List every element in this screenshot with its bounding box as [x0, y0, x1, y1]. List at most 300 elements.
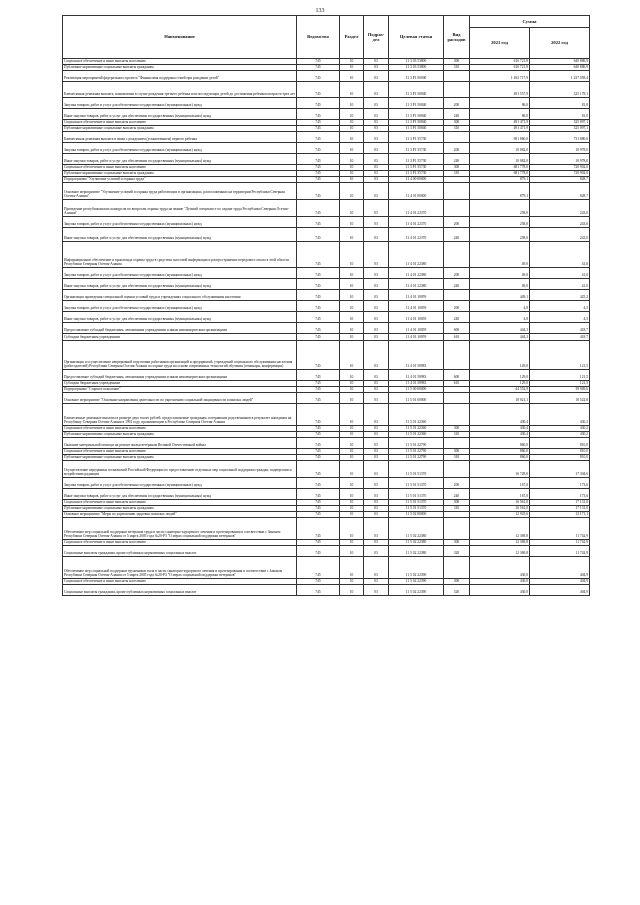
- row-vr-cell: 300: [444, 500, 470, 506]
- row-2021-cell: 491 557,9: [470, 82, 530, 98]
- row-2021-cell: 258,0: [470, 217, 530, 228]
- row-cs-cell: 11 5 02 22380: [389, 540, 444, 546]
- row-vr-cell: [444, 557, 470, 579]
- row-podrazdel-cell: 03: [364, 109, 389, 120]
- table-row: [63, 478, 590, 489]
- table-row: [63, 341, 590, 370]
- row-cs-cell: 11 4 01 58983: [389, 370, 444, 381]
- row-2022-cell: 640 886,9: [530, 65, 590, 71]
- row-2021-cell: 430,4: [470, 432, 530, 438]
- row-podrazdel-cell: 03: [364, 478, 389, 489]
- row-podrazdel-cell: 03: [364, 546, 389, 557]
- row-razdel-cell: 10: [340, 455, 364, 461]
- row-cs-cell: 11 4 01 22370: [389, 217, 444, 228]
- table-row: [63, 183, 590, 200]
- row-2022-cell: 425,2: [530, 290, 590, 301]
- row-ved-cell: 745: [297, 126, 340, 132]
- row-podrazdel-cell: 03: [364, 171, 389, 177]
- row-cs-cell: 11 3 P1 55730: [389, 165, 444, 171]
- row-name-cell: Социальное обеспечение и иные выплаты населению: [63, 579, 297, 585]
- row-podrazdel-cell: 03: [364, 312, 389, 323]
- row-name-cell: Организация проведения специальной оценки условий труда в учреждениях социального обслуживания населения: [63, 290, 297, 301]
- row-razdel-cell: 10: [340, 268, 364, 279]
- row-cs-cell: 11 5 01 22360: [389, 432, 444, 438]
- row-2022-cell: 828,7: [530, 177, 590, 183]
- row-name-cell: Субсидии бюджетным учреждениям: [63, 334, 297, 341]
- row-name-cell: Публичные нормативные социальные выплаты гражданам: [63, 506, 297, 512]
- row-name-cell: Осуществление переданных полномочий Российской Федерации по предоставлению отдельных мер социальной поддержки граждан, подвергшихся воздействию радиации: [63, 461, 297, 478]
- row-vr-cell: 200: [444, 143, 470, 154]
- row-cs-cell: 11 5 02 22390: [389, 579, 444, 585]
- row-razdel-cell: 10: [340, 301, 364, 312]
- row-name-cell: Закупка товаров, работ и услуг для обеспечения государственных (муниципальных) нужд: [63, 217, 297, 228]
- row-name-cell: Ежемесячные денежные выплаты в размере двух тысяч рублей, предоставляемые гражданам, потерявшим родственников в результате нападения на Республику Северная Осетия-Алания в 1992 году, проживающим в Республике Северная Осетия-Алания: [63, 404, 297, 426]
- row-2022-cell: 11 742,9: [530, 546, 590, 557]
- row-2021-cell: 167,0: [470, 489, 530, 500]
- row-2022-cell: 243,0: [530, 217, 590, 228]
- row-vr-cell: [444, 461, 470, 478]
- row-name-cell: Закупка товаров, работ и услуг для обеспечения государственных (муниципальных) нужд: [63, 301, 297, 312]
- row-vr-cell: 300: [444, 59, 470, 65]
- row-2021-cell: 430,4: [470, 404, 530, 426]
- row-razdel-cell: 10: [340, 82, 364, 98]
- row-2021-cell: 444,3: [470, 334, 530, 341]
- row-2021-cell: 430,0: [470, 557, 530, 579]
- col-summa-header: Сумма: [470, 16, 590, 28]
- row-2021-cell: 430,4: [470, 426, 530, 432]
- row-2022-cell: 810,0: [530, 438, 590, 449]
- row-2022-cell: 418,7: [530, 334, 590, 341]
- row-vr-cell: 240: [444, 489, 470, 500]
- row-2021-cell: 49,0: [470, 268, 530, 279]
- row-cs-cell: 11 5 01 22360: [389, 404, 444, 426]
- row-2021-cell: 491 471,9: [470, 126, 530, 132]
- row-podrazdel-cell: 03: [364, 279, 389, 290]
- row-2022-cell: 430,2: [530, 426, 590, 432]
- row-2021-cell: 16 728,0: [470, 461, 530, 478]
- table-row: [63, 404, 590, 426]
- row-name-cell: Подпрограмма "Улучшение условий и охраны труда": [63, 177, 297, 183]
- row-cs-cell: 11 3 P1 50840: [389, 82, 444, 98]
- row-cs-cell: 11 5 01 51370: [389, 478, 444, 489]
- row-2021-cell: 167,0: [470, 478, 530, 489]
- row-vr-cell: [444, 200, 470, 217]
- row-vr-cell: 240: [444, 312, 470, 323]
- row-cs-cell: 11 5 02 00000: [389, 512, 444, 518]
- row-2021-cell: 129,0: [470, 370, 530, 381]
- row-ved-cell: 745: [297, 323, 340, 334]
- row-name-cell: Публичные нормативные социальные выплаты гражданам: [63, 126, 297, 132]
- table-row: [63, 98, 590, 109]
- row-podrazdel-cell: 03: [364, 432, 389, 438]
- row-name-cell: Публичные нормативные социальные выплаты гражданам: [63, 432, 297, 438]
- row-vr-cell: 240: [444, 109, 470, 120]
- row-vr-cell: 300: [444, 449, 470, 455]
- row-2021-cell: 430,0: [470, 579, 530, 585]
- row-cs-cell: 11 3 P1 50840: [389, 98, 444, 109]
- row-ved-cell: 745: [297, 200, 340, 217]
- table-row: [63, 143, 590, 154]
- row-name-cell: Закупка товаров, работ и услуг для обеспечения государственных (муниципальных) нужд: [63, 143, 297, 154]
- row-podrazdel-cell: 03: [364, 120, 389, 126]
- row-ved-cell: 745: [297, 461, 340, 478]
- row-razdel-cell: 10: [340, 393, 364, 404]
- row-2022-cell: 11 742,9: [530, 540, 590, 546]
- row-razdel-cell: 10: [340, 518, 364, 540]
- row-cs-cell: 11 3 03 53800: [389, 65, 444, 71]
- row-2022-cell: 404,9: [530, 585, 590, 596]
- row-ved-cell: 745: [297, 426, 340, 432]
- row-2021-cell: 430,0: [470, 585, 530, 596]
- col-razdel-header: Раздел: [340, 16, 364, 59]
- row-2021-cell: 86,0: [470, 98, 530, 109]
- row-2021-cell: 616 721,8: [470, 65, 530, 71]
- row-2022-cell: 325 097,1: [530, 120, 590, 126]
- row-podrazdel-cell: 03: [364, 334, 389, 341]
- row-podrazdel-cell: 03: [364, 71, 389, 82]
- row-2021-cell: 444,3: [470, 323, 530, 334]
- row-cs-cell: 11 4 01 10059: [389, 323, 444, 334]
- table-row: [63, 279, 590, 290]
- row-2021-cell: 12 369,8: [470, 518, 530, 540]
- page-number: 133: [315, 8, 325, 14]
- row-podrazdel-cell: 03: [364, 489, 389, 500]
- row-name-cell: Публичные нормативные социальные выплаты гражданам: [63, 65, 297, 71]
- row-2022-cell: 121,5: [530, 370, 590, 381]
- row-name-cell: Субсидии бюджетным учреждениям: [63, 381, 297, 387]
- row-name-cell: Социальные выплаты гражданам, кроме публичных нормативных социальных выплат: [63, 546, 297, 557]
- row-podrazdel-cell: 03: [364, 59, 389, 65]
- row-vr-cell: 300: [444, 540, 470, 546]
- row-vr-cell: [444, 404, 470, 426]
- row-2022-cell: 418,7: [530, 323, 590, 334]
- row-cs-cell: 11 3 P1 55730: [389, 154, 444, 165]
- row-cs-cell: 11 5 01 51370: [389, 461, 444, 478]
- row-podrazdel-cell: 03: [364, 165, 389, 171]
- row-2022-cell: 12 171,1: [530, 512, 590, 518]
- row-name-cell: Обеспечение мер социальной поддержки ветеранов труда в части санаторно-курортного лечения и протезирования в соответствии с Законом Республики Северная Осетия-Алания от 5 марта 2005 года №20-РЗ "О мерах социальной поддержки ветеранов": [63, 518, 297, 540]
- row-ved-cell: 745: [297, 334, 340, 341]
- row-ved-cell: 745: [297, 98, 340, 109]
- row-podrazdel-cell: 03: [364, 500, 389, 506]
- row-2021-cell: 86,0: [470, 109, 530, 120]
- row-2021-cell: 860,0: [470, 438, 530, 449]
- row-ved-cell: 745: [297, 165, 340, 171]
- row-name-cell: Социальное обеспечение и иные выплаты населению: [63, 120, 297, 126]
- row-vr-cell: [444, 438, 470, 449]
- row-vr-cell: [444, 393, 470, 404]
- row-razdel-cell: 10: [340, 98, 364, 109]
- row-ved-cell: 745: [297, 438, 340, 449]
- row-name-cell: Организация и осуществление непрерывной подготовки работников организаций и предприятий, учреждений социального обслуживания населения (работодателей) Республики Северная Осетия-Алания по охране труда на основе современных технологий обучения (семинары, конференции): [63, 341, 297, 370]
- row-podrazdel-cell: 03: [364, 154, 389, 165]
- row-ved-cell: 745: [297, 217, 340, 228]
- row-podrazdel-cell: 03: [364, 228, 389, 242]
- row-name-cell: Закупка товаров, работ и услуг для обеспечения государственных (муниципальных) нужд: [63, 268, 297, 279]
- row-2021-cell: 49,0: [470, 242, 530, 268]
- row-razdel-cell: 10: [340, 438, 364, 449]
- row-2022-cell: 4,5: [530, 312, 590, 323]
- row-podrazdel-cell: 03: [364, 82, 389, 98]
- row-ved-cell: 745: [297, 143, 340, 154]
- row-ved-cell: 745: [297, 432, 340, 438]
- row-2021-cell: 10 082,0: [470, 143, 530, 154]
- row-vr-cell: 300: [444, 165, 470, 171]
- row-razdel-cell: 10: [340, 449, 364, 455]
- row-2022-cell: 404,9: [530, 557, 590, 579]
- row-podrazdel-cell: 03: [364, 506, 389, 512]
- row-razdel-cell: 10: [340, 312, 364, 323]
- table-row: [63, 301, 590, 312]
- row-cs-cell: 11 5 02 22390: [389, 585, 444, 596]
- row-2022-cell: 243,0: [530, 200, 590, 217]
- row-2021-cell: 49,0: [470, 279, 530, 290]
- row-cs-cell: 11 3 P1 00000: [389, 71, 444, 82]
- row-ved-cell: 745: [297, 109, 340, 120]
- row-vr-cell: 200: [444, 98, 470, 109]
- row-ved-cell: 745: [297, 500, 340, 506]
- row-2021-cell: 1 182 717,9: [470, 71, 530, 82]
- row-cs-cell: 11 4 00 00000: [389, 177, 444, 183]
- row-razdel-cell: 10: [340, 461, 364, 478]
- row-cs-cell: 11 5 01 51370: [389, 500, 444, 506]
- row-vr-cell: 310: [444, 65, 470, 71]
- row-ved-cell: 745: [297, 301, 340, 312]
- row-cs-cell: 11 5 01 22790: [389, 438, 444, 449]
- row-podrazdel-cell: 03: [364, 98, 389, 109]
- row-ved-cell: 745: [297, 341, 340, 370]
- row-2022-cell: 17 131,0: [530, 500, 590, 506]
- row-name-cell: Иные закупки товаров, работ и услуг для обеспечения государственных (муниципальных) нужд: [63, 228, 297, 242]
- row-razdel-cell: 10: [340, 290, 364, 301]
- row-2021-cell: 681 778,0: [470, 171, 530, 177]
- row-ved-cell: 745: [297, 455, 340, 461]
- row-vr-cell: 610: [444, 334, 470, 341]
- row-2021-cell: 879,1: [470, 177, 530, 183]
- row-podrazdel-cell: 03: [364, 461, 389, 478]
- row-2022-cell: 243,0: [530, 228, 590, 242]
- row-razdel-cell: 10: [340, 585, 364, 596]
- row-cs-cell: 11 4 01 10059: [389, 334, 444, 341]
- row-podrazdel-cell: 03: [364, 512, 389, 518]
- col-2021-header: 2021 год: [470, 28, 530, 59]
- row-podrazdel-cell: 03: [364, 585, 389, 596]
- row-ved-cell: 745: [297, 370, 340, 381]
- row-name-cell: Закупка товаров, работ и услуг для обеспечения государственных (муниципальных) нужд: [63, 478, 297, 489]
- row-cs-cell: 11 5 01 00000: [389, 393, 444, 404]
- table-row: [63, 154, 590, 165]
- row-2021-cell: 44 552,9: [470, 387, 530, 393]
- col-ved-header: Ведомство: [297, 16, 340, 59]
- row-vr-cell: 200: [444, 478, 470, 489]
- table-header: [63, 16, 590, 59]
- col-2022-header: 2022 год: [530, 28, 590, 59]
- row-ved-cell: 745: [297, 312, 340, 323]
- row-2022-cell: 81,0: [530, 98, 590, 109]
- row-name-cell: Реализация мероприятий федерального проекта "Финансовая поддержка семей при рождении детей": [63, 71, 297, 82]
- row-cs-cell: 11 4 01 00000: [389, 183, 444, 200]
- table-row: [63, 334, 590, 341]
- row-razdel-cell: 10: [340, 120, 364, 126]
- row-ved-cell: 745: [297, 65, 340, 71]
- row-vr-cell: 310: [444, 506, 470, 512]
- table-row: [63, 393, 590, 404]
- row-cs-cell: 11 3 P1 50840: [389, 126, 444, 132]
- row-2022-cell: 430,2: [530, 404, 590, 426]
- row-ved-cell: 745: [297, 585, 340, 596]
- row-podrazdel-cell: 03: [364, 404, 389, 426]
- row-cs-cell: 11 3 P1 55730: [389, 171, 444, 177]
- row-name-cell: Ежемесячная денежная выплата в связи с рождением (усыновлением) первого ребенка: [63, 132, 297, 143]
- row-2022-cell: 720 902,0: [530, 165, 590, 171]
- row-podrazdel-cell: 03: [364, 579, 389, 585]
- row-2022-cell: 828,7: [530, 183, 590, 200]
- row-name-cell: Публичные нормативные социальные выплаты гражданам: [63, 455, 297, 461]
- row-razdel-cell: 10: [340, 65, 364, 71]
- row-vr-cell: 300: [444, 426, 470, 432]
- row-cs-cell: 11 3 P1 55730: [389, 132, 444, 143]
- row-2022-cell: 404,9: [530, 579, 590, 585]
- row-name-cell: Проведение республиканских конкурсов по вопросам охраны труда на звание "Лучший специалист по охране труда Республики Северная Осетия-Алания": [63, 200, 297, 217]
- row-2021-cell: 16 561,0: [470, 506, 530, 512]
- row-ved-cell: 745: [297, 387, 340, 393]
- row-razdel-cell: 10: [340, 109, 364, 120]
- row-vr-cell: 610: [444, 381, 470, 387]
- row-name-cell: Иные закупки товаров, работ и услуг для обеспечения государственных (муниципальных) нужд: [63, 279, 297, 290]
- row-cs-cell: 11 5 02 22380: [389, 546, 444, 557]
- row-vr-cell: 200: [444, 268, 470, 279]
- row-2022-cell: 173,6: [530, 489, 590, 500]
- row-name-cell: Оказание материальной помощи на ремонт жилья ветеранам Великой Отечественной войны: [63, 438, 297, 449]
- row-2022-cell: 41,0: [530, 242, 590, 268]
- row-razdel-cell: 10: [340, 387, 364, 393]
- row-cs-cell: 11 5 02 22390: [389, 557, 444, 579]
- row-2022-cell: 720 902,0: [530, 171, 590, 177]
- row-podrazdel-cell: 03: [364, 449, 389, 455]
- row-name-cell: Иные закупки товаров, работ и услуг для обеспечения государственных (муниципальных) нужд: [63, 154, 297, 165]
- row-cs-cell: 11 3 P1 50840: [389, 120, 444, 126]
- row-ved-cell: 745: [297, 71, 340, 82]
- row-razdel-cell: 10: [340, 381, 364, 387]
- row-cs-cell: 11 4 01 22380: [389, 242, 444, 268]
- row-2022-cell: 1 237 058,4: [530, 71, 590, 82]
- budget-table: [62, 15, 590, 596]
- row-2022-cell: 41,0: [530, 268, 590, 279]
- row-2021-cell: 10 082,0: [470, 154, 530, 165]
- row-2022-cell: 325 097,1: [530, 126, 590, 132]
- col-vr-header: Вид расходов: [444, 16, 470, 59]
- row-podrazdel-cell: 03: [364, 370, 389, 381]
- row-2021-cell: 691 860,0: [470, 132, 530, 143]
- row-podrazdel-cell: 03: [364, 132, 389, 143]
- row-vr-cell: 310: [444, 171, 470, 177]
- row-name-cell: Публичные нормативные социальные выплаты гражданам: [63, 171, 297, 177]
- row-name-cell: Обеспечение мер социальной поддержки тружеников тыла в части санаторно-курортного лечения и протезирования в соответствии с Законом Республики Северная Осетия-Алания от 5 марта 2005 года №20-РЗ "О мерах социальной поддержки ветеранов": [63, 557, 297, 579]
- row-vr-cell: 310: [444, 126, 470, 132]
- row-ved-cell: 745: [297, 154, 340, 165]
- row-vr-cell: 300: [444, 579, 470, 585]
- row-razdel-cell: 10: [340, 370, 364, 381]
- row-ved-cell: 745: [297, 290, 340, 301]
- row-ved-cell: 745: [297, 540, 340, 546]
- row-podrazdel-cell: 03: [364, 518, 389, 540]
- row-cs-cell: 11 5 01 51370: [389, 489, 444, 500]
- row-ved-cell: 745: [297, 59, 340, 65]
- row-ved-cell: 745: [297, 82, 340, 98]
- row-vr-cell: [444, 518, 470, 540]
- row-podrazdel-cell: 03: [364, 143, 389, 154]
- row-razdel-cell: 10: [340, 132, 364, 143]
- row-vr-cell: 200: [444, 217, 470, 228]
- table-row: [63, 585, 590, 596]
- row-podrazdel-cell: 03: [364, 183, 389, 200]
- row-2022-cell: 640 886,9: [530, 59, 590, 65]
- row-2022-cell: 39 949,6: [530, 387, 590, 393]
- row-2021-cell: 129,0: [470, 381, 530, 387]
- row-cs-cell: 11 4 01 10059: [389, 312, 444, 323]
- row-2021-cell: 18 021,1: [470, 393, 530, 404]
- row-ved-cell: 745: [297, 478, 340, 489]
- row-cs-cell: 11 5 01 22790: [389, 449, 444, 455]
- row-2021-cell: 860,0: [470, 455, 530, 461]
- row-razdel-cell: 10: [340, 404, 364, 426]
- row-cs-cell: 11 4 01 22380: [389, 279, 444, 290]
- row-vr-cell: 320: [444, 585, 470, 596]
- row-podrazdel-cell: 03: [364, 387, 389, 393]
- row-razdel-cell: 10: [340, 217, 364, 228]
- row-vr-cell: [444, 341, 470, 370]
- row-ved-cell: 745: [297, 557, 340, 579]
- row-vr-cell: 240: [444, 154, 470, 165]
- table-row: [63, 71, 590, 82]
- row-name-cell: Иные закупки товаров, работ и услуг для обеспечения государственных (муниципальных) нужд: [63, 312, 297, 323]
- row-2021-cell: 258,0: [470, 200, 530, 217]
- row-razdel-cell: 10: [340, 334, 364, 341]
- row-cs-cell: 11 5 01 51370: [389, 506, 444, 512]
- table-body: [63, 59, 590, 596]
- col-cs-header: Целевая статья: [389, 16, 444, 59]
- row-2022-cell: 11 742,9: [530, 518, 590, 540]
- row-vr-cell: [444, 290, 470, 301]
- row-podrazdel-cell: 03: [364, 341, 389, 370]
- table-row: [63, 217, 590, 228]
- row-name-cell: Закупка товаров, работ и услуг для обеспечения государственных (муниципальных) нужд: [63, 98, 297, 109]
- row-vr-cell: 600: [444, 323, 470, 334]
- row-2022-cell: 325 178,1: [530, 82, 590, 98]
- row-vr-cell: 300: [444, 120, 470, 126]
- row-cs-cell: 11 4 01 22370: [389, 228, 444, 242]
- row-vr-cell: 200: [444, 301, 470, 312]
- row-cs-cell: 11 4 01 58983: [389, 341, 444, 370]
- row-podrazdel-cell: 03: [364, 290, 389, 301]
- row-2021-cell: 12 369,8: [470, 540, 530, 546]
- row-name-cell: Основное мероприятие "Улучшение условий и охраны труда работающих в организациях, расположенных на территории Республики Северная Осетия-Алания": [63, 183, 297, 200]
- row-ved-cell: 745: [297, 268, 340, 279]
- row-razdel-cell: 10: [340, 200, 364, 217]
- row-podrazdel-cell: 03: [364, 65, 389, 71]
- row-cs-cell: 11 3 03 53800: [389, 59, 444, 65]
- row-vr-cell: 320: [444, 546, 470, 557]
- row-razdel-cell: 10: [340, 71, 364, 82]
- row-name-cell: Предоставление субсидий бюджетным, автономным учреждениям и иным некоммерческим организациям: [63, 370, 297, 381]
- row-name-cell: Подпрограмма "Старшее поколение": [63, 387, 297, 393]
- row-name-cell: Социальные выплаты гражданам, кроме публичных нормативных социальных выплат: [63, 585, 297, 596]
- row-2021-cell: 12 925,6: [470, 512, 530, 518]
- col-name-header: Наименование: [63, 16, 297, 59]
- row-2022-cell: 41,0: [530, 279, 590, 290]
- row-cs-cell: 11 3 P1 55730: [389, 143, 444, 154]
- row-name-cell: Иные закупки товаров, работ и услуг для обеспечения государственных (муниципальных) нужд: [63, 109, 297, 120]
